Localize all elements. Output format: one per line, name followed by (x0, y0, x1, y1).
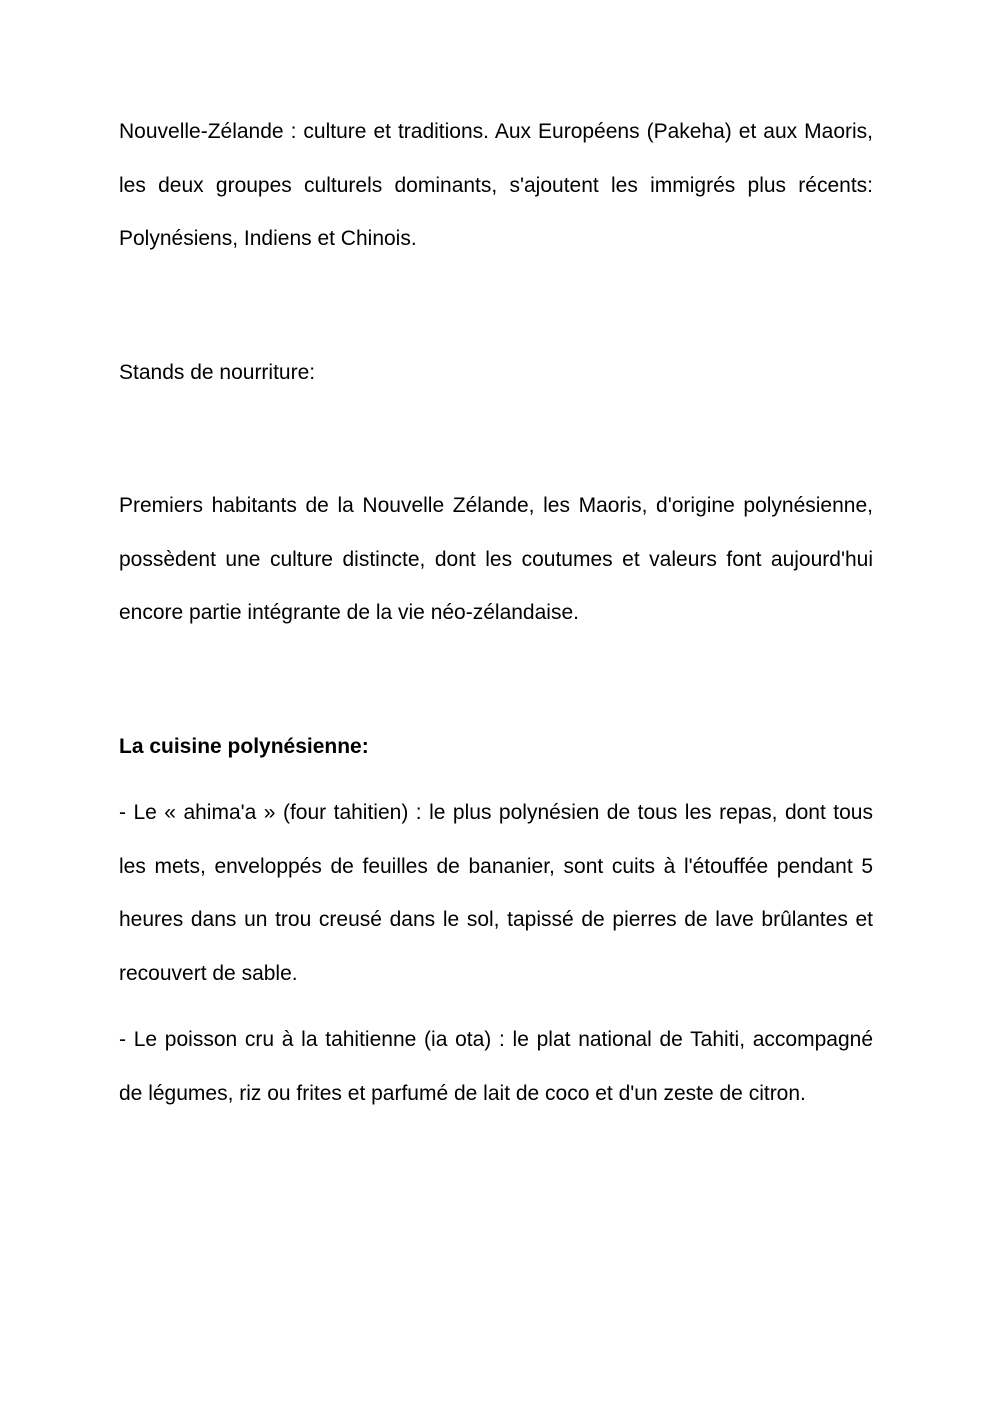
dish-ahimaa-paragraph: - Le « ahima'a » (four tahitien) : le plus polynésien de tous les repas, dont tous les mets, enveloppés de feuilles de bananier, sont cuits à l'étouffée pendant 5 heures dans un trou creusé dans le sol, tapissé de pierres de lave brûlantes et recouvert de sable. (119, 801, 873, 985)
cuisine-heading: La cuisine polynésienne: (119, 734, 369, 758)
maoris-paragraph: Premiers habitants de la Nouvelle Zélande, les Maoris, d'origine polynésienne, possèdent une culture distincte, dont les coutumes et valeurs font aujourd'hui encore partie intégrante de la vie néo-zélandaise. (119, 494, 873, 624)
intro-paragraph: Nouvelle-Zélande : culture et traditions. Aux Européens (Pakeha) et aux Maoris, les deux groupes culturels dominants, s'ajoutent les immigrés plus récents: Polynésiens, Indiens et Chinois. (119, 120, 873, 250)
dish-poisson-cru-paragraph: - Le poisson cru à la tahitienne (ia ota) : le plat national de Tahiti, accompagné de légumes, riz ou frites et parfumé de lait de coco et d'un zeste de citron. (119, 1028, 873, 1105)
document-page (119, 105, 873, 1120)
food-stands-label: Stands de nourriture: (119, 360, 316, 384)
